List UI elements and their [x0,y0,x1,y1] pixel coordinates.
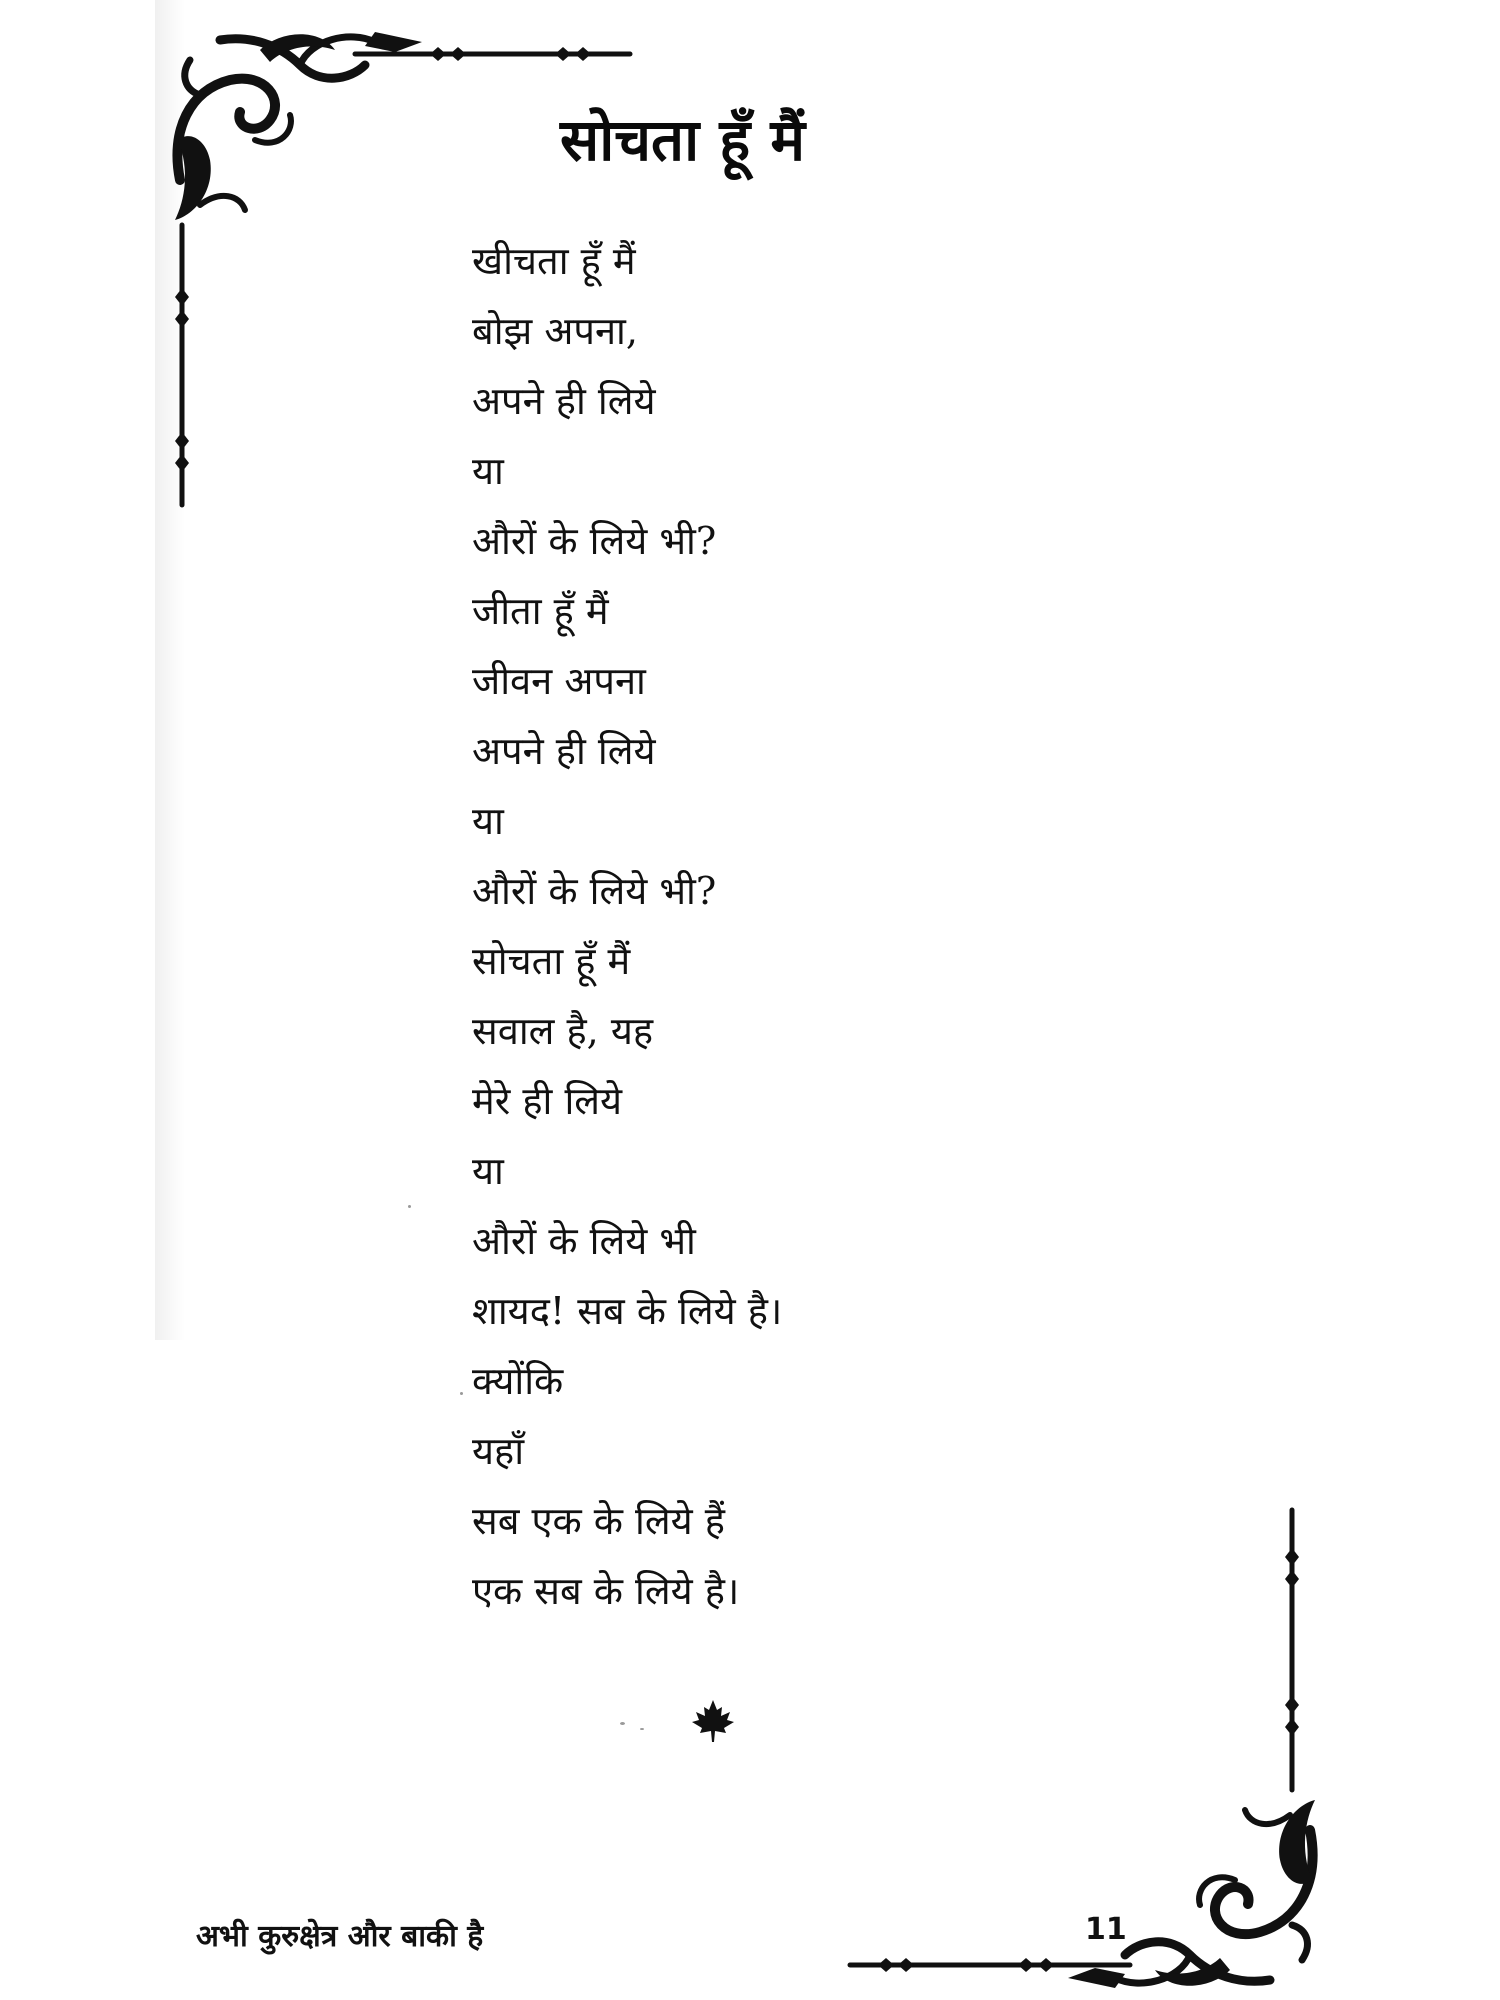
poem-line: औरों के लिये भी? [472,519,717,563]
poem-line: या [472,799,504,843]
poem-line: अपने ही लिये [472,379,656,423]
poem-line: सवाल है, यह [472,1009,654,1053]
poem-line: या [472,449,504,493]
corner-flourish-bottom-right-icon [840,1500,1340,2000]
poem-line: औरों के लिये भी [472,1219,696,1263]
poem-line: क्योंकि [472,1359,564,1403]
poem-line: शायद! सब के लिये है। [472,1289,783,1333]
poem-line: या [472,1149,504,1193]
poem-line: मेरे ही लिये [472,1079,623,1123]
poem-line: सोचता हूँ मैं [472,939,631,983]
poem-line: खीचता हूँ मैं [472,239,636,283]
maple-leaf-icon [690,1698,736,1744]
poem-line: यहाँ [472,1429,525,1473]
poem-line: बोझ अपना, [472,309,638,353]
poem-line: सब एक के लिये हैं [472,1499,725,1543]
page-number: 11 [1085,1912,1127,1947]
poem-line: जीता हूँ मैं [472,589,609,633]
poem-title: सोचता हूँ मैं [560,106,806,174]
poem-line: औरों के लिये भी? [472,869,717,913]
poem-body [472,226,1032,1626]
poem-line: जीवन अपना [472,659,646,703]
book-title-footer: अभी कुरुक्षेत्र और बाकी है [196,1919,484,1954]
poem-line: एक सब के लिये है। [472,1569,740,1613]
poem-line: अपने ही लिये [472,729,656,773]
